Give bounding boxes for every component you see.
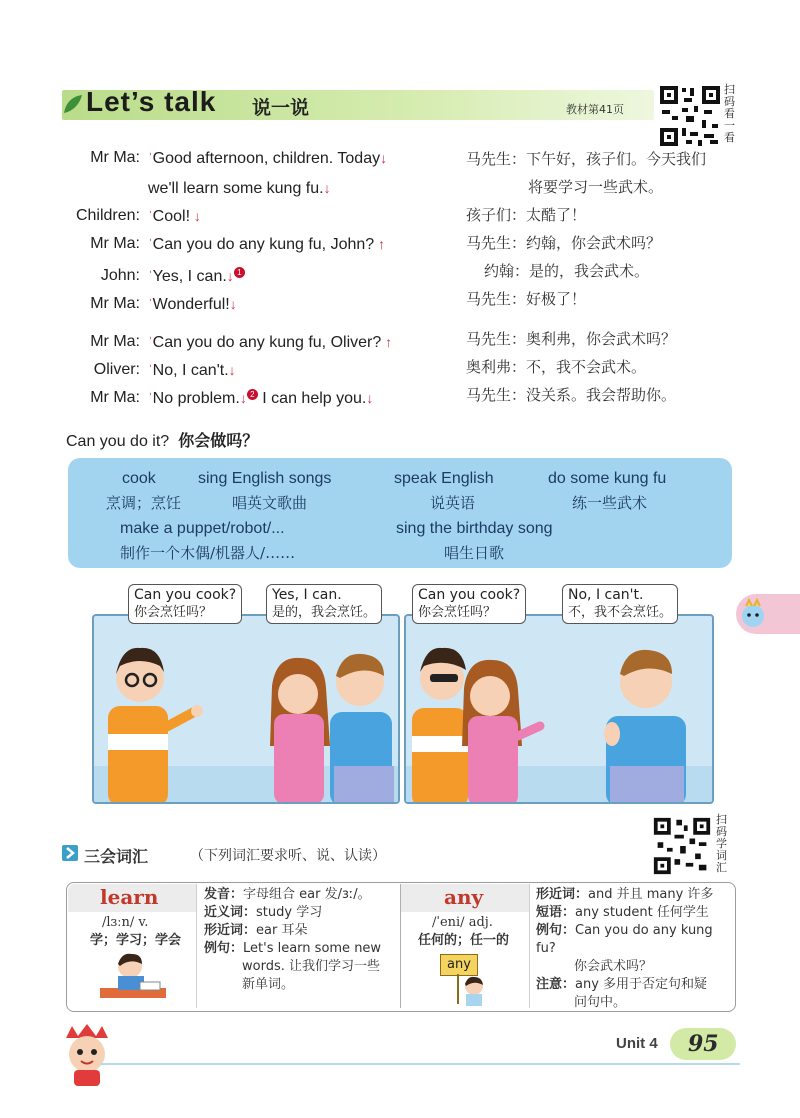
question-en: Can you do it? [66,433,170,450]
detail-text: ear 耳朵 [256,923,308,938]
line-text: Can you do any kung fu, Oliver? [152,334,382,351]
leaf-icon [62,93,84,115]
mascot-icon [738,598,768,630]
cn-line: 马先生：奥利弗，你会武术吗？ [466,330,677,348]
detail-line [536,958,732,976]
activity-cn: 说英语 [430,494,476,512]
bubble-cn: 是的，我会烹饪。 [272,605,377,620]
vocab-meaning: 任何的；任一的 [418,933,510,948]
detail-text: any 多用于否定句和疑 [575,977,708,992]
intonation-down-icon: ↓ [380,150,388,166]
speech-bubble [128,584,242,624]
vocab-detail-list [204,886,400,994]
detail-label: 发音： [204,887,244,902]
detail-line [204,976,400,994]
speaker-name: Oliver: [93,361,140,378]
vocab-subtitle: （下列词汇要求听、说、认读） [190,848,386,864]
line-text: we'll learn some kung fu. [148,180,324,197]
vocab-title: 三会词汇 [84,847,149,866]
detail-text: Can you do any kung fu? [536,923,713,956]
detail-line [204,958,400,976]
detail-line [204,940,400,958]
card-divider [529,884,530,1008]
footnote-marker[interactable]: 2 [247,389,258,400]
mascot-character-illustration [58,1024,116,1086]
comic-panel-right [404,614,714,804]
qr-label: 扫码学词汇 [716,813,727,874]
dialogue-english: Mr Ma: ˈGood afternoon, children. Today↓ we'll learn some kung fu.↓ Children: ˈCool! ↓ Mr Ma: ˈCan you do any kung fu, John? ↑ John: ˈYes, I can.↓ 1 Mr Ma: ˈWonderful!↓ Mr Ma: ˈCan you do any kung fu, Oliver? ↑ Oliver: ˈNo, I can't.↓ Mr Ma: ˈNo problem.↓ 2 I can help you.↓ [0,146,460,416]
dialogue-text: ˈGood afternoon, children. Today↓ [148,150,388,167]
word-sign: any [440,954,478,976]
activity-en: sing English songs [198,470,332,487]
intonation-down-icon: ↓ [229,296,237,312]
page-number: 95 [688,1031,719,1057]
line-text: No, I can't. [152,362,229,379]
cn-line: 约翰：是的，我会武术。 [484,262,650,280]
intonation-up-icon: ↑ [381,334,393,350]
line-text: Cool! [152,208,191,225]
activity-en: speak English [394,470,494,487]
line-text: Wonderful! [152,296,230,313]
detail-text: 新单词。 [242,977,295,992]
intonation-down-icon: ↓ [190,208,201,224]
line-text: Can you do any kung fu, John? [152,236,375,253]
speaker-name: Children: [75,207,140,224]
activity-cn: 烹调；烹饪 [106,494,182,512]
question-line [66,428,258,451]
child-holding-sign-illustration [452,974,492,1006]
detail-line [536,976,732,994]
detail-line [204,904,400,922]
dialogue-chinese [466,146,736,416]
bubble-cn: 不，我不会烹饪。 [568,605,673,620]
detail-text: 问句中。 [574,995,627,1010]
qr-code-icon[interactable] [658,84,722,148]
vocab-phonetic: /ˈeni/ adj. [432,915,493,930]
card-divider [196,884,197,1008]
cn-line: 马先生：下午好，孩子们。今天我们 [466,150,707,168]
activity-cn: 唱英文歌曲 [232,494,308,512]
section-title: Let’s talk [86,86,217,117]
cn-line: 马先生：好极了！ [466,290,587,308]
comic-illustration-left [94,616,398,802]
arrow-right-icon [62,845,78,861]
cn-line: 奥利弗：不，我不会武术。 [466,358,647,376]
detail-line [536,922,732,958]
activity-en: make a puppet/robot/... [120,520,285,537]
activity-en: sing the birthday song [396,520,553,537]
unit-label: Unit 4 [616,1035,658,1052]
question-cn: 你会做吗？ [178,431,259,450]
cn-line: 马先生：约翰，你会武术吗？ [466,234,662,252]
detail-label: 例句： [204,941,244,956]
detail-text: Let's learn some new [243,941,382,956]
cn-line: 马先生：没关系。我会帮助你。 [466,386,677,404]
intonation-down-icon: ↓ [239,390,247,406]
activity-cn: 唱生日歌 [444,544,505,562]
detail-text: study 学习 [256,905,323,920]
detail-text: 字母组合 ear 发/ɜː/。 [243,887,371,902]
line-text: No problem. [152,390,240,407]
detail-label: 注意： [536,977,576,992]
intonation-down-icon: ↓ [228,362,236,378]
detail-text: and 并且 many 许多 [588,887,714,902]
detail-text: words. 让我们学习一些 [242,959,380,974]
detail-label: 形近词： [536,887,589,902]
intonation-down-icon: ↓ [226,268,234,284]
speaker-name: Mr Ma: [90,295,140,312]
detail-line [204,886,400,904]
bubble-en: No, I can't. [568,587,644,603]
line-text: Good afternoon, children. Today [152,150,381,167]
detail-text: any student 任何学生 [575,905,709,920]
speaker-name: Mr Ma: [90,389,140,406]
intonation-up-icon: ↑ [374,236,386,252]
detail-line [536,904,732,922]
bubble-cn: 你会烹饪吗？ [418,605,497,620]
intonation-down-icon: ↓ [366,390,374,406]
vocab-meaning: 学；学习；学会 [90,933,182,948]
speech-bubble [562,584,678,624]
detail-label: 例句： [536,923,576,938]
comic-illustration-right [406,616,712,802]
qr-code-icon[interactable] [652,816,712,876]
speech-bubble [266,584,382,624]
cn-line: 将要学习一些武术。 [528,178,664,196]
detail-line [536,994,732,1012]
footnote-marker[interactable]: 1 [234,267,245,278]
bubble-en: Yes, I can. [272,587,342,603]
cn-line: 孩子们：太酷了！ [466,206,587,224]
dialogue-line-cont [148,178,331,199]
detail-text: 你会武术吗？ [574,959,653,974]
textbook-reference: 教材第41页 [566,103,624,116]
speaker-name: Mr Ma: [90,235,140,252]
vocab-phonetic: /lɜːn/ v. [102,915,149,930]
speaker-name: John: [100,267,140,284]
activity-en: cook [122,470,156,487]
vocab-detail-list [536,886,732,1012]
detail-label: 形近词： [204,923,257,938]
speaker-name: Mr Ma: [90,333,140,350]
line-text: Yes, I can. [152,268,227,285]
vocab-word: learn [100,885,159,909]
detail-line [536,886,732,904]
section-title-cn: 说一说 [252,97,310,119]
detail-line [204,922,400,940]
footer-rule [100,1063,740,1065]
bubble-en: Can you cook? [418,587,521,603]
activity-cn: 制作一个木偶/机器人/…… [120,544,296,562]
comic-panel-left [92,614,400,804]
speech-bubble [412,584,526,624]
intonation-down-icon: ↓ [323,180,331,196]
bubble-cn: 你会烹饪吗？ [134,605,213,620]
line-text: I can help you. [262,390,367,407]
detail-label: 短语： [536,905,576,920]
activity-cn: 练一些武术 [572,494,648,512]
student-reading-illustration [100,950,166,1004]
bubble-en: Can you cook? [134,587,237,603]
detail-label: 近义词： [204,905,257,920]
speaker-name: Mr Ma: [90,149,140,166]
vocab-word: any [444,885,484,909]
activity-en: do some kung fu [548,470,667,487]
qr-label: 扫码看一看 [724,83,735,144]
